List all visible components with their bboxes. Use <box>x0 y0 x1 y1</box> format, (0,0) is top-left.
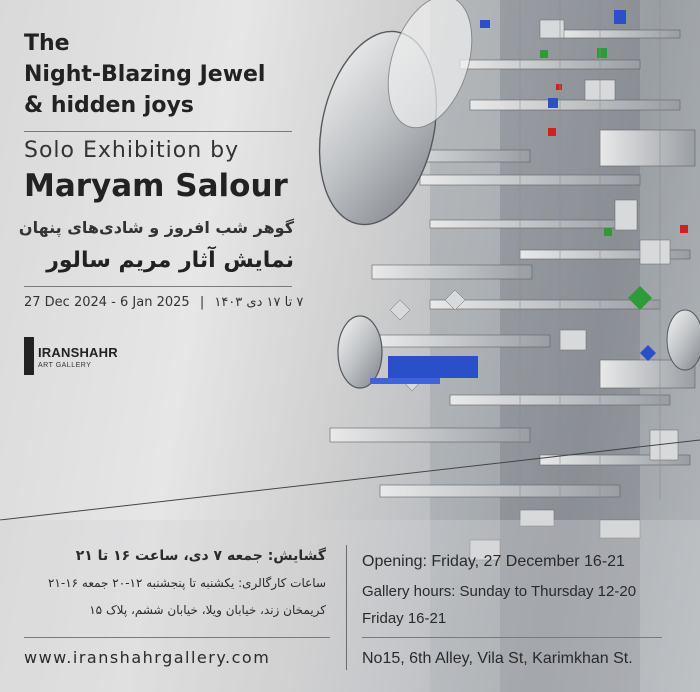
info-column-divider <box>346 545 347 670</box>
subtitle: Solo Exhibition by <box>24 138 240 163</box>
artist-name: Maryam Salour <box>24 168 288 204</box>
opening-persian: گشایش: جمعه ۷ دی، ساعت ۱۶ تا ۲۱ <box>75 548 326 564</box>
website-divider <box>24 637 330 638</box>
address-english: No15, 6th Alley, Vila St, Karimkhan St. <box>362 650 633 667</box>
hours-english: Gallery hours: Sunday to Thursday 12-20 <box>362 583 637 600</box>
dates-persian: ۷ تا ۱۷ دی ۱۴۰۳ <box>214 295 304 310</box>
gallery-logo-name: IRANSHAHR <box>38 345 118 360</box>
gallery-logo-mark <box>24 337 34 375</box>
exhibition-dates <box>24 295 303 310</box>
gallery-logo <box>24 337 144 379</box>
persian-artist: نمایش آثار مریم سالور <box>46 248 294 273</box>
dates-divider <box>24 286 292 287</box>
hours-english-friday: Friday 16-21 <box>362 610 447 627</box>
title-divider <box>24 131 292 132</box>
title-line-2: Night-Blazing Jewel <box>24 62 266 87</box>
title-line-1: The <box>24 31 70 56</box>
persian-title: گوهر شب افروز و شادی‌های پنهان <box>18 218 294 237</box>
gallery-logo-sub: ART GALLERY <box>38 362 92 369</box>
dates-separator: | <box>199 295 205 310</box>
opening-english: Opening: Friday, 27 December 16-21 <box>362 553 625 570</box>
address-persian: کریمخان زند، خیابان ویلا، خیابان ششم، پلاک ۱۵ <box>89 603 326 617</box>
website-link[interactable]: www.iranshahrgallery.com <box>24 648 271 667</box>
address-divider <box>362 637 662 638</box>
exhibition-title <box>24 28 265 121</box>
hours-persian: ساعات کارگالری: یکشنبه تا پنجشنبه ۱۲-۲۰ جمعه ۱۶-۲۱ <box>47 576 326 590</box>
title-line-3: & hidden joys <box>24 93 194 118</box>
dates-english: 27 Dec 2024 - 6 Jan 2025 <box>24 295 190 310</box>
